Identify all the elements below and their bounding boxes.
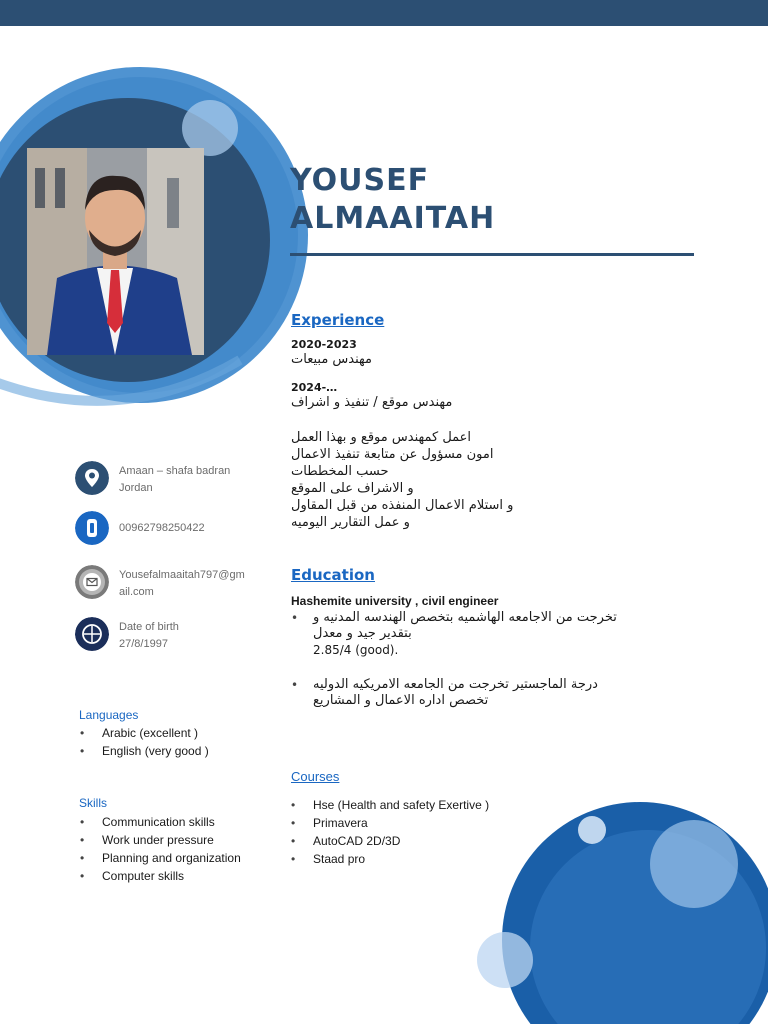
- dob-value: 27/8/1997: [119, 638, 168, 650]
- bullet-icon: •: [291, 678, 299, 692]
- experience-date: 2020-2023: [291, 338, 357, 351]
- list-item: • Arabic (excellent ): [80, 724, 209, 742]
- name-first: YOUSEF: [290, 163, 430, 198]
- birthday-icon: [75, 617, 109, 651]
- list-item: • AutoCAD 2D/3D: [291, 832, 489, 850]
- contact-phone: [75, 511, 265, 551]
- experience-heading: Experience: [291, 311, 385, 329]
- contact-dob: [75, 617, 265, 657]
- list-item: • Communication skills: [80, 813, 241, 831]
- languages-list: [80, 724, 209, 760]
- bubble-small: [578, 816, 606, 844]
- list-item: • Computer skills: [80, 867, 241, 885]
- name-last: ALMAAITAH: [290, 201, 496, 236]
- experience-desc-line: امون مسؤول عن متابعة تنفيذ الاعمال: [291, 447, 494, 462]
- skills-list: [80, 813, 241, 885]
- contact-address: [75, 461, 265, 501]
- address-line2: Jordan: [119, 482, 153, 494]
- experience-desc-line: و الاشراف على الموقع: [291, 481, 414, 496]
- phone-icon: [75, 511, 109, 545]
- education-school: Hashemite university , civil engineer: [291, 594, 499, 608]
- experience-role: مهندس مبيعات: [291, 352, 372, 367]
- dob-label: Date of birth: [119, 621, 179, 633]
- list-item: • Staad pro: [291, 850, 489, 868]
- education-heading: Education: [291, 566, 375, 584]
- courses-list: [291, 796, 489, 868]
- education-line: درجة الماجستير تخرجت من الجامعه الامريكيه الدوليه: [313, 677, 598, 692]
- candidate-name: [290, 162, 495, 238]
- list-item: • Primavera: [291, 814, 489, 832]
- bullet-icon: •: [291, 611, 299, 625]
- list-item: • Hse (Health and safety Exertive ): [291, 796, 489, 814]
- address-line1: Amaan – shafa badran: [119, 465, 231, 477]
- education-line: تخرجت من الاجامعه الهاشميه بتخصص الهندسه المدنيه و: [313, 610, 617, 625]
- list-item: • Planning and organization: [80, 849, 241, 867]
- profile-photo: [27, 148, 204, 355]
- experience-entry-1: [291, 338, 551, 368]
- experience-desc-line: و عمل التقارير اليوميه: [291, 515, 410, 530]
- email-icon: [75, 565, 109, 599]
- education-line: تخصص اداره الاعمال و المشاريع: [313, 693, 489, 708]
- experience-entry-2: [291, 381, 551, 411]
- education-line: بتقدير جيد و معدل: [313, 626, 412, 641]
- education-item-1: [291, 610, 651, 658]
- phone-number[interactable]: 00962798250422: [119, 522, 205, 534]
- skills-heading: Skills: [79, 796, 108, 810]
- experience-description: [291, 429, 531, 531]
- education-item-2: [291, 677, 651, 709]
- languages-heading: Languages: [79, 708, 139, 722]
- experience-date: 2024-…: [291, 381, 338, 394]
- bubble-bottom-left: [477, 932, 533, 988]
- courses-heading: Courses: [291, 769, 340, 784]
- contact-email: [75, 565, 265, 605]
- person-portrait-icon: [27, 148, 204, 355]
- experience-desc-line: اعمل كمهندس موقع و بهذا العمل: [291, 430, 472, 445]
- list-item: • English (very good ): [80, 742, 209, 760]
- experience-role: مهندس موقع / تنفيذ و اشراف: [291, 395, 453, 410]
- list-item: • Work under pressure: [80, 831, 241, 849]
- experience-desc-line: و استلام الاعمال المنفذه من قبل المقاول: [291, 498, 514, 513]
- experience-desc-line: حسب المخططات: [291, 464, 389, 479]
- bubble-bottom-right: [650, 820, 738, 908]
- name-divider: [290, 253, 694, 256]
- email-address[interactable]: Yousefalmaaitah797@gmail.com: [119, 569, 245, 598]
- location-pin-icon: [75, 461, 109, 495]
- education-gpa: 2.85/4 (good).: [313, 643, 399, 657]
